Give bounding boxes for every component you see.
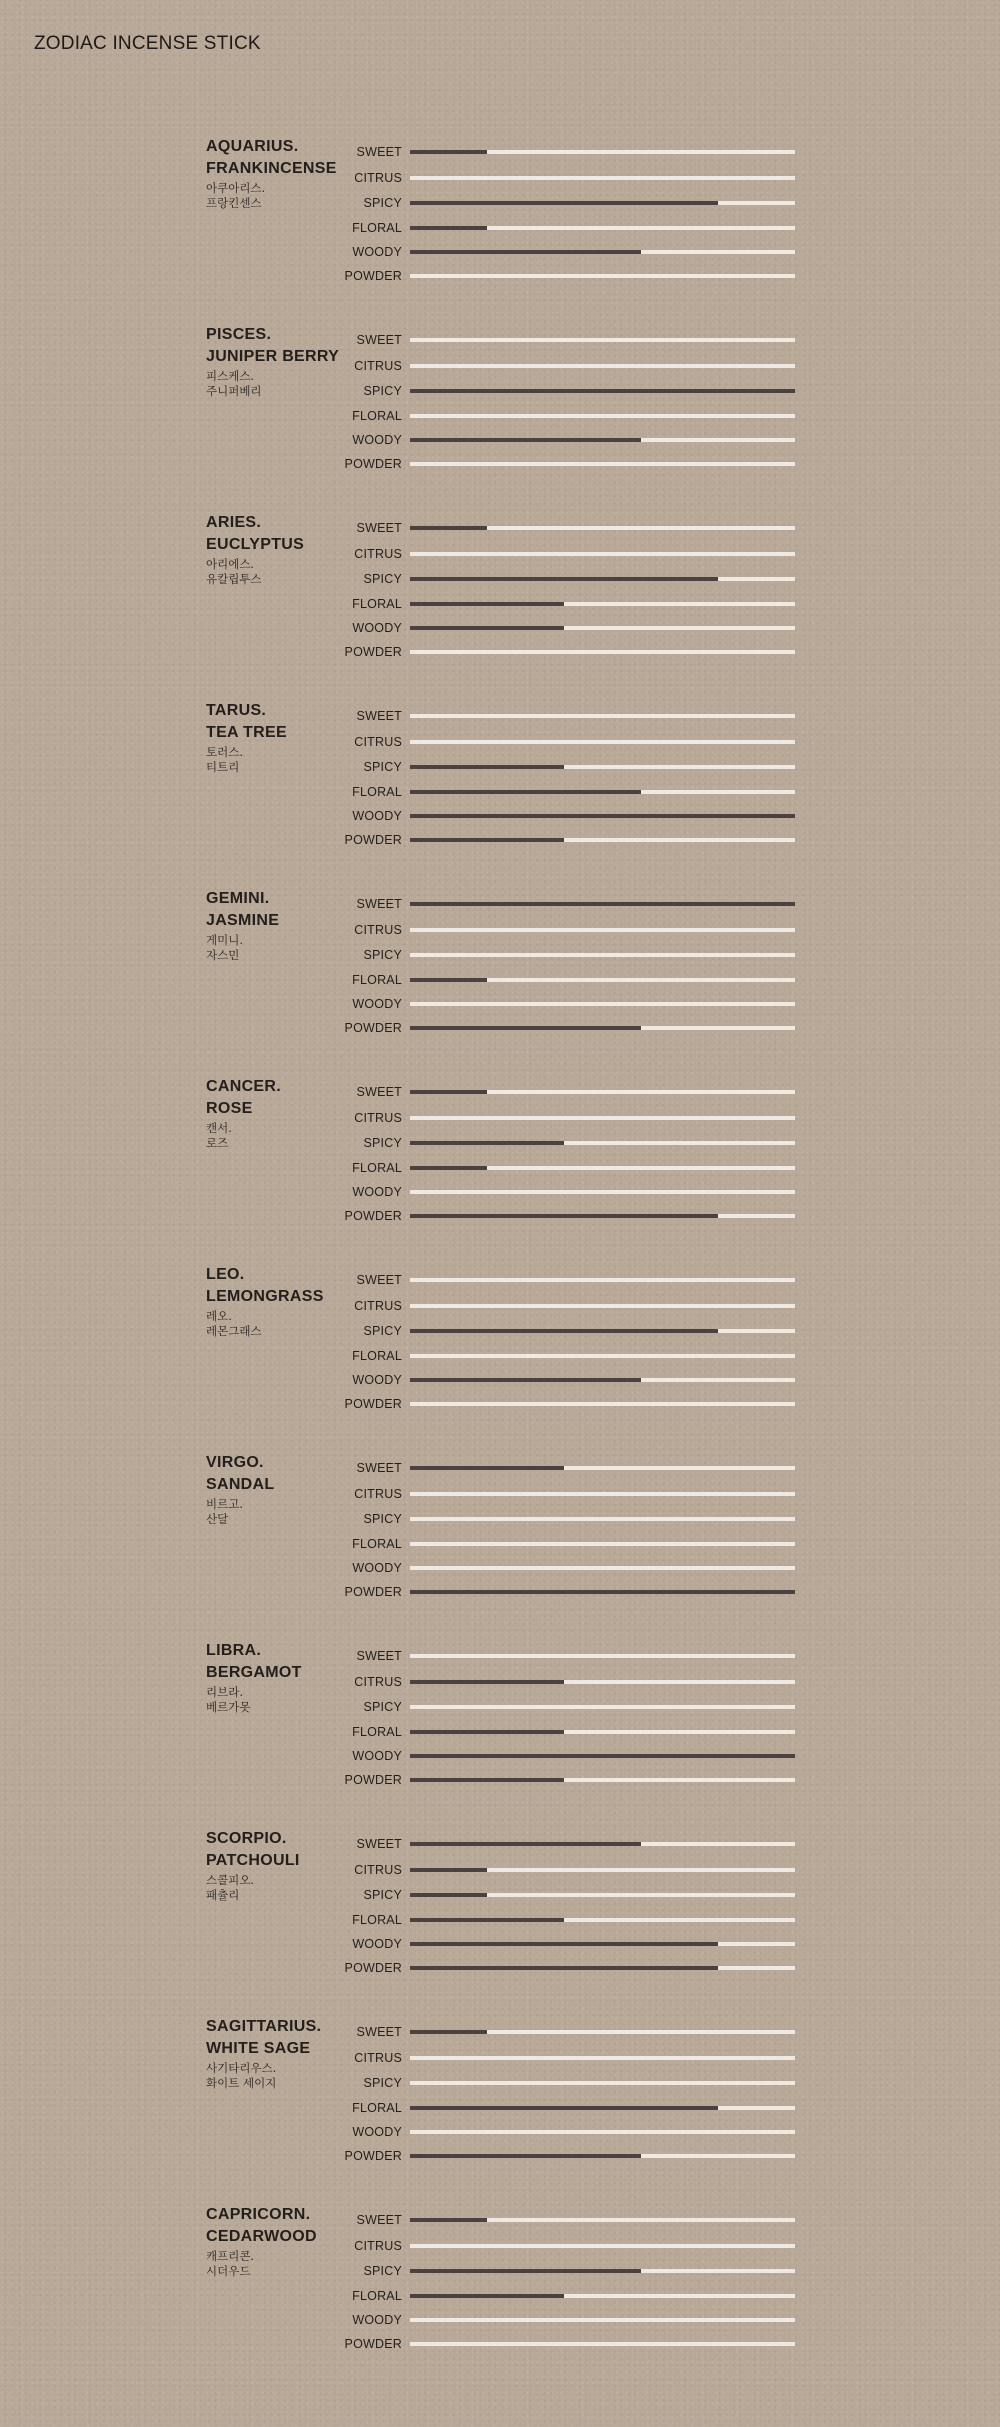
note-bar [410, 1893, 487, 1897]
korean-sign: 아리에스. [206, 557, 255, 571]
korean-scent: 산달 [206, 1512, 229, 1526]
zodiac-sign: LIBRA. [206, 1642, 262, 1659]
note-row-floral [206, 1348, 806, 1364]
note-label: SPICY [363, 572, 402, 586]
note-row-woody [206, 244, 806, 260]
note-label: FLORAL [352, 2289, 402, 2303]
note-track [410, 928, 795, 932]
incense-profile [206, 888, 806, 1076]
note-bar [410, 1026, 641, 1030]
note-label: FLORAL [352, 1725, 402, 1739]
zodiac-sign: AQUARIUS. [206, 138, 299, 155]
note-label: CITRUS [354, 1863, 402, 1877]
note-track [410, 1542, 795, 1546]
note-track [410, 2269, 795, 2273]
note-track [410, 714, 795, 718]
note-track [410, 2081, 795, 2085]
note-track [410, 201, 795, 205]
note-label: WOODY [352, 1937, 402, 1951]
note-label: CITRUS [354, 2239, 402, 2253]
note-track [410, 1680, 795, 1684]
note-label: FLORAL [352, 221, 402, 235]
note-track [410, 438, 795, 442]
note-track [410, 1705, 795, 1709]
note-bar [410, 1466, 564, 1470]
note-label: SPICY [363, 1512, 402, 1526]
note-label: SWEET [356, 333, 402, 347]
note-track [410, 2318, 795, 2322]
korean-sign: 리브라. [206, 1685, 243, 1699]
note-row-woody [206, 2312, 806, 2328]
korean-sign: 레오. [206, 1309, 232, 1323]
note-bar [410, 250, 641, 254]
note-row-powder [206, 1584, 806, 1600]
note-track [410, 226, 795, 230]
note-bar [410, 1942, 718, 1946]
note-label: CITRUS [354, 547, 402, 561]
incense-profile [206, 1076, 806, 1264]
note-track [410, 176, 795, 180]
scent-name: JASMINE [206, 912, 280, 929]
note-bar [410, 438, 641, 442]
note-row-woody [206, 1372, 806, 1388]
note-label: CITRUS [354, 2051, 402, 2065]
note-row-powder [206, 1772, 806, 1788]
incense-profile [206, 2204, 806, 2392]
note-row-floral [206, 784, 806, 800]
zodiac-sign: TARUS. [206, 702, 267, 719]
note-track [410, 2342, 795, 2346]
scent-name: LEMONGRASS [206, 1288, 324, 1305]
korean-scent: 화이트 세이지 [206, 2076, 277, 2090]
note-track [410, 2244, 795, 2248]
note-track [410, 1026, 795, 1030]
scent-name: BERGAMOT [206, 1664, 302, 1681]
note-row-floral [206, 1724, 806, 1740]
note-label: WOODY [352, 621, 402, 635]
korean-scent: 베르가못 [206, 1700, 251, 1714]
note-track [410, 1654, 795, 1658]
note-track [410, 2030, 795, 2034]
incense-profile [206, 1264, 806, 1452]
incense-profile [206, 1828, 806, 2016]
note-track [410, 1090, 795, 1094]
profile-heading [206, 1828, 356, 1902]
note-row-woody [206, 808, 806, 824]
note-label: SPICY [363, 2076, 402, 2090]
note-label: CITRUS [354, 359, 402, 373]
korean-sign: 캐프리콘. [206, 2249, 255, 2263]
note-bar [410, 150, 487, 154]
note-track [410, 462, 795, 466]
profile-heading [206, 888, 356, 962]
incense-profile [206, 136, 806, 324]
note-label: CITRUS [354, 171, 402, 185]
note-label: SWEET [356, 2025, 402, 2039]
note-row-floral [206, 1536, 806, 1552]
note-label: WOODY [352, 809, 402, 823]
note-label: POWDER [344, 1209, 402, 1223]
korean-scent: 로즈 [206, 1136, 229, 1150]
note-track [410, 1942, 795, 1946]
korean-sign: 비르고. [206, 1497, 243, 1511]
note-label: POWDER [344, 457, 402, 471]
note-label: SWEET [356, 521, 402, 535]
note-bar [410, 1378, 641, 1382]
note-track [410, 765, 795, 769]
note-bar [410, 2269, 641, 2273]
note-label: WOODY [352, 997, 402, 1011]
note-label: SPICY [363, 1324, 402, 1338]
note-track [410, 526, 795, 530]
korean-sign: 게미니. [206, 933, 243, 947]
incense-profile [206, 700, 806, 888]
note-row-floral [206, 2288, 806, 2304]
note-label: CITRUS [354, 923, 402, 937]
note-label: CITRUS [354, 1111, 402, 1125]
note-track [410, 978, 795, 982]
zodiac-sign: VIRGO. [206, 1454, 264, 1471]
note-label: SPICY [363, 2264, 402, 2278]
note-row-powder [206, 1208, 806, 1224]
note-bar [410, 226, 487, 230]
note-bar [410, 1141, 564, 1145]
korean-scent: 유칼립투스 [206, 572, 262, 586]
note-track [410, 1214, 795, 1218]
note-label: FLORAL [352, 973, 402, 987]
scent-name: EUCLYPTUS [206, 536, 305, 553]
note-row-woody [206, 1936, 806, 1952]
zodiac-sign: PISCES. [206, 326, 272, 343]
note-label: POWDER [344, 1397, 402, 1411]
note-track [410, 1730, 795, 1734]
note-track [410, 274, 795, 278]
note-track [410, 1141, 795, 1145]
note-row-powder [206, 832, 806, 848]
scent-name: WHITE SAGE [206, 2040, 311, 2057]
note-track [410, 1116, 795, 1120]
note-row-floral [206, 408, 806, 424]
note-bar [410, 1842, 641, 1846]
note-track [410, 389, 795, 393]
note-bar [410, 790, 641, 794]
korean-sign: 토러스. [206, 745, 243, 759]
korean-scent: 프랑킨센스 [206, 196, 262, 210]
note-label: SPICY [363, 196, 402, 210]
note-label: FLORAL [352, 1161, 402, 1175]
note-bar [410, 201, 718, 205]
note-row-woody [206, 1184, 806, 1200]
note-track [410, 1492, 795, 1496]
profile-heading [206, 1264, 356, 1338]
note-label: FLORAL [352, 2101, 402, 2115]
note-row-floral [206, 2100, 806, 2116]
note-label: FLORAL [352, 409, 402, 423]
note-label: WOODY [352, 2313, 402, 2327]
note-label: POWDER [344, 269, 402, 283]
note-row-woody [206, 1560, 806, 1576]
note-row-floral [206, 1912, 806, 1928]
korean-scent: 레몬그래스 [206, 1324, 262, 1338]
note-track [410, 150, 795, 154]
note-label: CITRUS [354, 1299, 402, 1313]
korean-scent: 패츌리 [206, 1888, 240, 1902]
note-label: POWDER [344, 645, 402, 659]
note-track [410, 626, 795, 630]
note-bar [410, 1918, 564, 1922]
note-bar [410, 1868, 487, 1872]
note-row-floral [206, 1160, 806, 1176]
note-row-woody [206, 2124, 806, 2140]
note-row-powder [206, 2336, 806, 2352]
note-track [410, 1002, 795, 1006]
note-label: SPICY [363, 948, 402, 962]
note-label: POWDER [344, 1773, 402, 1787]
zodiac-sign: ARIES. [206, 514, 262, 531]
scent-name: SANDAL [206, 1476, 275, 1493]
note-label: POWDER [344, 2149, 402, 2163]
note-track [410, 1190, 795, 1194]
note-label: SPICY [363, 1888, 402, 1902]
profile-heading [206, 324, 356, 398]
note-bar [410, 1214, 718, 1218]
korean-sign: 캔서. [206, 1121, 232, 1135]
note-label: WOODY [352, 1373, 402, 1387]
note-track [410, 2218, 795, 2222]
note-track [410, 1517, 795, 1521]
scent-name: PATCHOULI [206, 1852, 300, 1869]
note-track [410, 1590, 795, 1594]
note-bar [410, 1090, 487, 1094]
note-bar [410, 1680, 564, 1684]
note-bar [410, 2294, 564, 2298]
note-label: FLORAL [352, 785, 402, 799]
profile-heading [206, 700, 356, 774]
note-bar [410, 765, 564, 769]
note-row-woody [206, 1748, 806, 1764]
note-track [410, 2106, 795, 2110]
note-track [410, 2294, 795, 2298]
note-track [410, 1868, 795, 1872]
note-row-floral [206, 972, 806, 988]
note-label: FLORAL [352, 597, 402, 611]
note-label: SWEET [356, 709, 402, 723]
note-row-woody [206, 432, 806, 448]
note-track [410, 838, 795, 842]
note-bar [410, 902, 795, 906]
note-track [410, 602, 795, 606]
scent-name: FRANKINCENSE [206, 160, 337, 177]
incense-profile-list [206, 136, 806, 2392]
note-row-powder [206, 456, 806, 472]
note-row-powder [206, 2148, 806, 2164]
note-track [410, 1304, 795, 1308]
note-bar [410, 1778, 564, 1782]
note-label: CITRUS [354, 735, 402, 749]
note-label: SWEET [356, 1649, 402, 1663]
page-title: ZODIAC INCENSE STICK [34, 33, 261, 54]
note-label: SWEET [356, 145, 402, 159]
note-track [410, 1329, 795, 1333]
note-row-woody [206, 620, 806, 636]
note-label: FLORAL [352, 1349, 402, 1363]
note-track [410, 250, 795, 254]
note-bar [410, 1754, 795, 1758]
note-track [410, 1354, 795, 1358]
note-bar [410, 2106, 718, 2110]
note-label: SPICY [363, 760, 402, 774]
note-bar [410, 978, 487, 982]
incense-profile [206, 512, 806, 700]
note-label: SWEET [356, 1837, 402, 1851]
note-track [410, 790, 795, 794]
korean-scent: 주니퍼베리 [206, 384, 262, 398]
note-track [410, 364, 795, 368]
note-label: POWDER [344, 2337, 402, 2351]
note-row-floral [206, 596, 806, 612]
scent-name: TEA TREE [206, 724, 287, 741]
incense-profile [206, 324, 806, 512]
note-bar [410, 602, 564, 606]
note-track [410, 2056, 795, 2060]
note-track [410, 1566, 795, 1570]
note-label: POWDER [344, 833, 402, 847]
profile-heading [206, 1076, 356, 1150]
profile-heading [206, 2204, 356, 2278]
note-row-powder [206, 268, 806, 284]
scent-name: JUNIPER BERRY [206, 348, 340, 365]
note-label: WOODY [352, 245, 402, 259]
note-bar [410, 526, 487, 530]
zodiac-sign: CAPRICORN. [206, 2206, 311, 2223]
zodiac-sign: SCORPIO. [206, 1830, 287, 1847]
incense-profile [206, 1640, 806, 1828]
note-bar [410, 2154, 641, 2158]
note-bar [410, 838, 564, 842]
note-bar [410, 389, 795, 393]
korean-sign: 스콜피오. [206, 1873, 255, 1887]
note-track [410, 1893, 795, 1897]
korean-scent: 자스민 [206, 948, 240, 962]
note-row-powder [206, 1960, 806, 1976]
note-track [410, 338, 795, 342]
note-track [410, 953, 795, 957]
note-track [410, 1402, 795, 1406]
note-track [410, 577, 795, 581]
note-label: CITRUS [354, 1487, 402, 1501]
profile-heading [206, 512, 356, 586]
note-bar [410, 577, 718, 581]
note-bar [410, 2030, 487, 2034]
zodiac-sign: LEO. [206, 1266, 245, 1283]
note-track [410, 1166, 795, 1170]
profile-heading [206, 136, 356, 210]
note-row-powder [206, 1396, 806, 1412]
note-label: POWDER [344, 1585, 402, 1599]
note-label: FLORAL [352, 1537, 402, 1551]
korean-sign: 사기타리우스. [206, 2061, 277, 2075]
note-track [410, 1918, 795, 1922]
note-track [410, 650, 795, 654]
scent-name: CEDARWOOD [206, 2228, 317, 2245]
note-bar [410, 814, 795, 818]
note-track [410, 1842, 795, 1846]
note-label: SPICY [363, 1700, 402, 1714]
zodiac-sign: SAGITTARIUS. [206, 2018, 322, 2035]
profile-heading [206, 1640, 356, 1714]
note-track [410, 1966, 795, 1970]
note-label: WOODY [352, 1185, 402, 1199]
note-label: SWEET [356, 1273, 402, 1287]
note-label: SWEET [356, 897, 402, 911]
profile-heading [206, 1452, 356, 1526]
note-row-floral [206, 220, 806, 236]
note-track [410, 902, 795, 906]
zodiac-sign: GEMINI. [206, 890, 270, 907]
korean-sign: 아쿠아리스. [206, 181, 266, 195]
incense-profile [206, 2016, 806, 2204]
profile-heading [206, 2016, 356, 2090]
note-track [410, 2130, 795, 2134]
note-track [410, 1278, 795, 1282]
note-label: CITRUS [354, 1675, 402, 1689]
note-track [410, 1754, 795, 1758]
note-label: SWEET [356, 2213, 402, 2227]
note-label: SWEET [356, 1461, 402, 1475]
note-row-powder [206, 1020, 806, 1036]
note-row-powder [206, 644, 806, 660]
korean-scent: 시더우드 [206, 2264, 251, 2278]
note-track [410, 2154, 795, 2158]
note-track [410, 552, 795, 556]
note-label: SPICY [363, 1136, 402, 1150]
zodiac-sign: CANCER. [206, 1078, 281, 1095]
note-track [410, 740, 795, 744]
note-track [410, 1378, 795, 1382]
note-label: SPICY [363, 384, 402, 398]
incense-profile [206, 1452, 806, 1640]
note-bar [410, 2218, 487, 2222]
note-bar [410, 626, 564, 630]
korean-scent: 티트리 [206, 760, 240, 774]
note-track [410, 414, 795, 418]
note-bar [410, 1730, 564, 1734]
note-bar [410, 1166, 487, 1170]
note-label: WOODY [352, 1749, 402, 1763]
note-label: POWDER [344, 1961, 402, 1975]
note-track [410, 1778, 795, 1782]
note-label: WOODY [352, 1561, 402, 1575]
note-track [410, 814, 795, 818]
note-row-woody [206, 996, 806, 1012]
scent-name: ROSE [206, 1100, 253, 1117]
note-bar [410, 1966, 718, 1970]
note-label: FLORAL [352, 1913, 402, 1927]
note-label: POWDER [344, 1021, 402, 1035]
note-track [410, 1466, 795, 1470]
note-label: WOODY [352, 433, 402, 447]
korean-sign: 피스케스. [206, 369, 255, 383]
note-bar [410, 1329, 718, 1333]
note-bar [410, 1590, 795, 1594]
note-label: SWEET [356, 1085, 402, 1099]
note-label: WOODY [352, 2125, 402, 2139]
